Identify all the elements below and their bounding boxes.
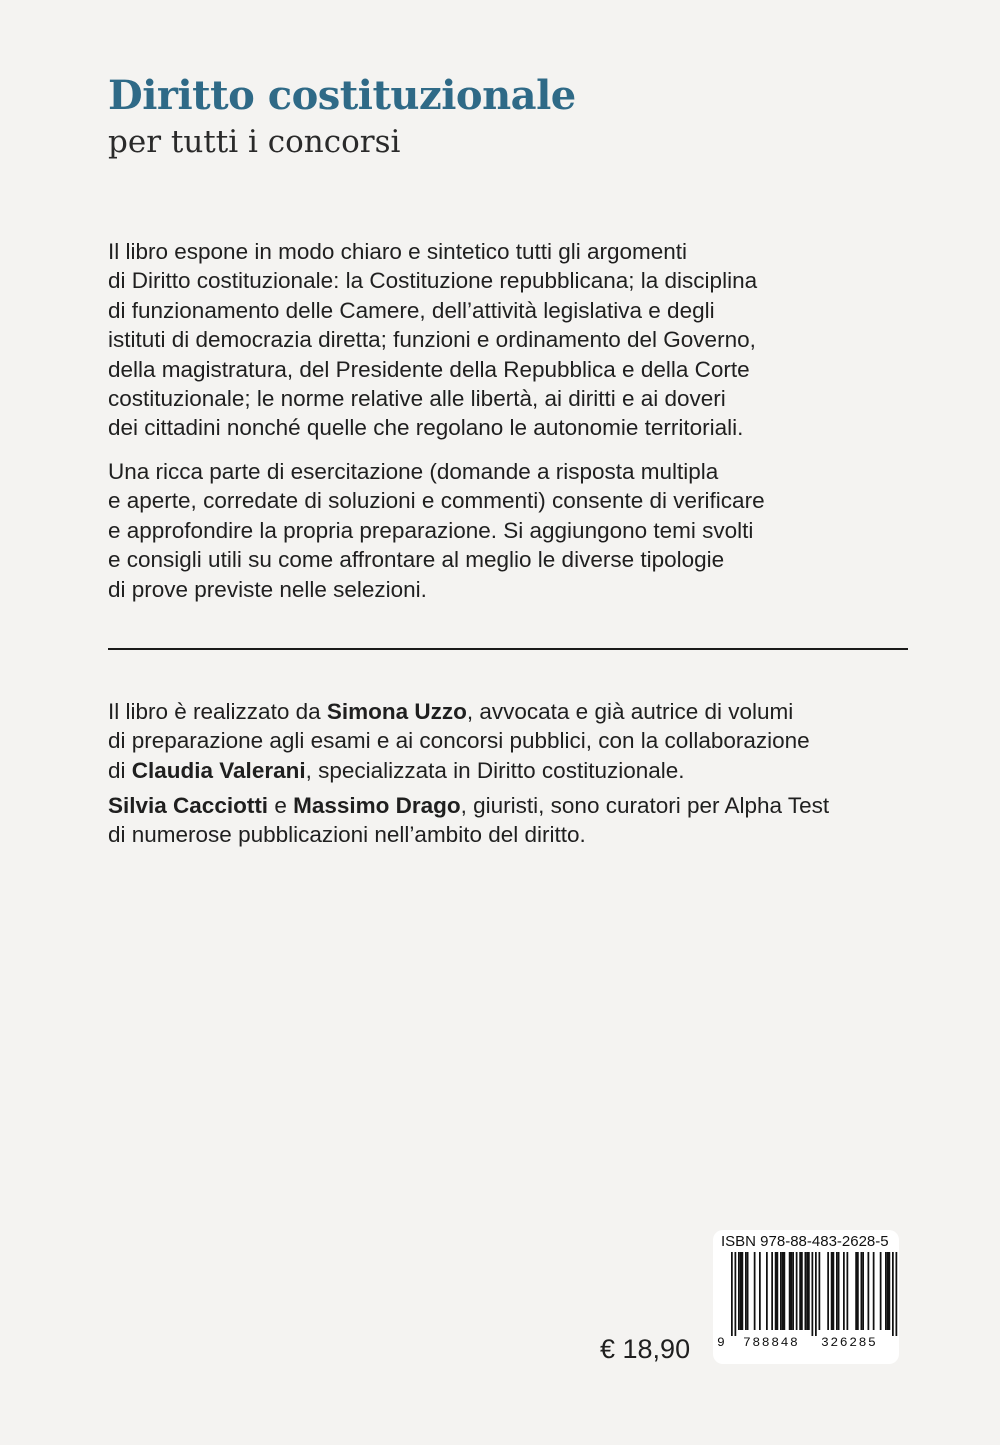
barcode-guard-bar: [812, 1252, 814, 1336]
author-name: Silvia Cacciotti: [108, 793, 269, 818]
text-line: Una ricca parte di esercitazione (domande a risposta multipla: [108, 459, 719, 484]
barcode-bar: [759, 1252, 761, 1330]
barcode-bar: [740, 1252, 742, 1330]
barcode-bar: [836, 1252, 838, 1330]
authors-paragraph-2: [108, 791, 928, 850]
text-fragment: , giuristi, sono curatori per Alpha Test: [460, 793, 830, 818]
text-line: Il libro espone in modo chiaro e sintetico tutti gli argomenti: [108, 239, 688, 264]
book-title: Diritto costituzionale: [108, 72, 576, 119]
barcode-bar: [777, 1252, 779, 1330]
barcode-bar: [880, 1252, 882, 1330]
barcode-bar: [857, 1252, 859, 1330]
barcode-bar: [796, 1252, 798, 1330]
barcode-bar: [833, 1252, 835, 1330]
barcode-bar: [754, 1252, 756, 1330]
barcode-bar: [885, 1252, 887, 1330]
barcode-guard-bar: [896, 1252, 898, 1336]
barcode-bar: [819, 1252, 821, 1330]
text-line: e consigli utili su come affrontare al meglio le diverse tipologie: [108, 547, 725, 573]
text-line: [108, 697, 928, 726]
barcode-bar: [775, 1252, 777, 1330]
text-fragment: , avvocata e già autrice di volumi: [466, 699, 794, 724]
text-fragment: Il libro è realizzato da: [108, 699, 327, 724]
author-name: Simona Uzzo: [326, 699, 467, 724]
barcode-icon: [713, 1250, 899, 1336]
text-line: e aperte, corredate di soluzioni e commenti) consente di verificare: [108, 488, 765, 514]
text-line: di preparazione agli esami e ai concorsi pubblici, con la collaborazione: [108, 728, 810, 754]
text-line: di Diritto costituzionale: la Costituzione repubblicana; la disciplina: [108, 268, 758, 294]
barcode-bar: [843, 1252, 845, 1330]
barcode-bar: [792, 1252, 794, 1330]
barcode-bar: [801, 1252, 803, 1330]
barcode-bar: [808, 1252, 810, 1330]
barcode-bar: [789, 1252, 791, 1330]
barcode-panel: [713, 1230, 899, 1364]
text-line: di prove previste nelle selezioni.: [108, 576, 427, 602]
text-line: [108, 791, 928, 820]
isbn-label: ISBN 978-88-483-2628-5: [721, 1233, 889, 1250]
barcode-bar: [766, 1252, 768, 1330]
barcode-bar: [738, 1252, 740, 1330]
text-fragment: , specializzata in Diritto costituzionale.: [305, 757, 685, 783]
barcode-bar: [847, 1252, 849, 1330]
barcode-bar: [838, 1252, 840, 1330]
text-line: di numerose pubblicazioni nell’ambito del diritto.: [108, 822, 586, 848]
text-fragment: e: [268, 793, 294, 818]
barcode-bar: [805, 1252, 807, 1330]
barcode-bar: [782, 1252, 784, 1330]
barcode-bar: [745, 1252, 747, 1330]
barcode-bar: [791, 1252, 793, 1330]
price-label: € 18,90: [600, 1334, 691, 1364]
barcode-bar: [887, 1252, 889, 1330]
author-name: Massimo Drago: [293, 793, 461, 818]
barcode-bar: [889, 1252, 891, 1330]
authors-paragraph-1: [108, 697, 928, 785]
text-line: [108, 756, 928, 785]
barcode-guard-bar: [731, 1252, 733, 1336]
barcode-guard-bar: [815, 1252, 817, 1336]
book-subtitle: per tutti i concorsi: [108, 124, 401, 160]
barcode-bar: [862, 1252, 864, 1330]
barcode-bar: [861, 1252, 863, 1330]
text-line: di funzionamento delle Camere, dell’attività legislativa e degli: [108, 297, 715, 323]
barcode-bar: [806, 1252, 808, 1330]
text-fragment: di: [108, 757, 132, 783]
barcode-bar: [827, 1252, 829, 1330]
description-paragraph-1: [108, 237, 928, 443]
barcode-bar: [799, 1252, 801, 1330]
barcode-guard-bar: [735, 1252, 737, 1336]
barcode-left-digits: 788848: [743, 1335, 800, 1350]
text-line: costituzionale; le norme relative alle libertà, ai diritti e ai doveri: [108, 386, 726, 412]
barcode-bar: [868, 1252, 870, 1330]
text-line: istituti di democrazia diretta; funzioni e ordinamento del Governo,: [108, 327, 756, 353]
author-name: Claudia Valerani: [131, 757, 306, 783]
barcode-bar: [742, 1252, 744, 1330]
text-line: della magistratura, del Presidente della Repubblica e della Corte: [108, 356, 750, 382]
barcode-bar: [780, 1252, 782, 1330]
text-line: e approfondire la propria preparazione. Si aggiungono temi svolti: [108, 517, 754, 543]
text-line: dei cittadini nonché quelle che regolano le autonomie territoriali.: [108, 415, 744, 441]
barcode-right-digits: 326285: [821, 1335, 878, 1350]
barcode-bar: [747, 1252, 749, 1330]
barcode-bar: [784, 1252, 786, 1330]
barcode-bar: [873, 1252, 875, 1330]
barcode-bar: [771, 1252, 773, 1330]
barcode-bar: [855, 1252, 857, 1330]
barcode-first-digit: 9: [717, 1335, 725, 1350]
barcode-bar: [831, 1252, 833, 1330]
description-paragraph-2: [108, 457, 928, 604]
section-divider: [108, 648, 908, 650]
barcode-guard-bar: [892, 1252, 894, 1336]
